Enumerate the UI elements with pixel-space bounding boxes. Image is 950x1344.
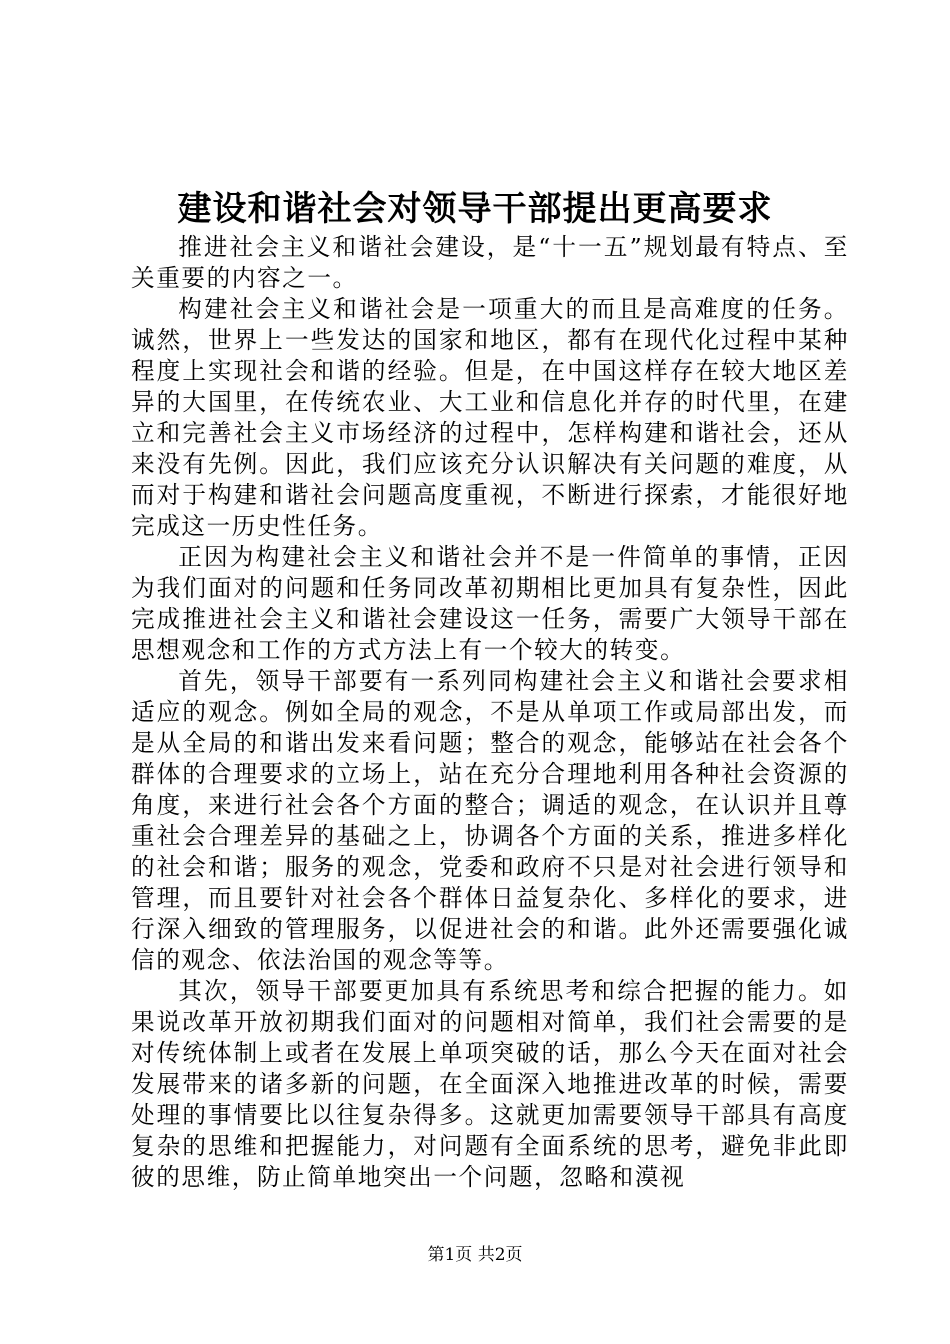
paragraph-2: 构建社会主义和谐社会是一项重大的而且是高难度的任务。诚然，世界上一些发达的国家和地区，都有在现代化过程中某种程度上实现社会和谐的经验。但是，在中国这样存在较大地区差异的大国里，在传统农业、大工业和信息化并存的时代里，在建立和完善社会主义市场经济的过程中，怎样构建和谐社会，还从来没有先例。因此，我们应该充分认识解决有关问题的难度，从而对于构建和谐社会问题高度重视，不断进行探索，才能很好地完成这一历史性任务。	[131, 295, 849, 540]
document-title: 建设和谐社会对领导干部提出更高要求	[177, 189, 773, 229]
paragraph-1: 推进社会主义和谐社会建设，是“十一五”规划最有特点、至关重要的内容之一。	[131, 233, 849, 292]
document-body	[131, 232, 849, 1193]
paragraph-3: 正因为构建社会主义和谐社会并不是一件简单的事情，正因为我们面对的问题和任务同改革初期相比更加具有复杂性，因此完成推进社会主义和谐社会建设这一任务，需要广大领导干部在思想观念和工作的方式方法上有一个较大的转变。	[131, 543, 849, 664]
paragraph-4: 首先，领导干部要有一系列同构建社会主义和谐社会要求相适应的观念。例如全局的观念，不是从单项工作或局部出发，而是从全局的和谐出发来看问题；整合的观念，能够站在社会各个群体的合理要求的立场上，站在充分合理地利用各种社会资源的角度，来进行社会各个方面的整合；调适的观念，在认识并且尊重社会合理差异的基础之上，协调各个方面的关系，推进多样化的社会和谐；服务的观念，党委和政府不只是对社会进行领导和管理，而且要针对社会各个群体日益复杂化、多样化的要求，进行深入细致的管理服务，以促进社会的和谐。此外还需要强化诚信的观念、依法治国的观念等等。	[131, 667, 849, 974]
paragraph-5: 其次，领导干部要更加具有系统思考和综合把握的能力。如果说改革开放初期我们面对的问题相对简单，我们社会需要的是对传统体制上或者在发展上单项突破的话，那么今天在面对社会发展带来的诸多新的问题，在全面深入地推进改革的时候，需要处理的事情要比以往复杂得多。这就更加需要领导干部具有高度复杂的思维和把握能力，对问题有全面系统的思考，避免非此即彼的思维，防止简单地突出一个问题，忽略和漠视	[131, 977, 849, 1191]
page-number-footer: 第1页 共2页	[427, 1245, 523, 1265]
